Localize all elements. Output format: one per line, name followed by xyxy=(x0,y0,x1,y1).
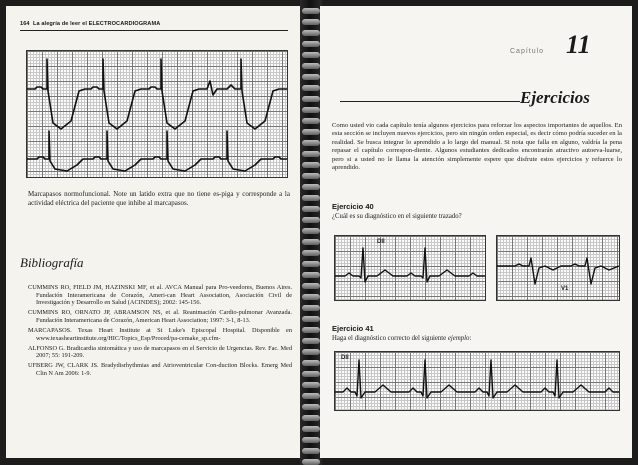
exercise-41-question-emphasis: ejemplo xyxy=(447,335,470,342)
binding-coil xyxy=(302,52,320,58)
binding-coil xyxy=(302,129,320,135)
binding-coil xyxy=(302,250,320,256)
binding-coil xyxy=(302,437,320,443)
binding-coil xyxy=(302,74,320,80)
binding-coil xyxy=(302,415,320,421)
intro-paragraph: Como usted vio cada capítulo tenía algunos ejercicios para reforzar los aspectos importantes de aquellos. En esta sección se incluyen nuevos ejercicios, pero sin ningún orden especial, es decir cómo podría suceder en la realidad. Se busca integrar lo aprendido a lo largo del manual. Si nota que falla en alguno, valdría la pena repasar el capítulo correspon-diente. Algunos estudiantes dedicados encontrarán atractivo autoeva-luarse, pero si a usted no le llama la atención simplemente espere que disfrute estos ejercicios y refuerce lo aprendido. xyxy=(332,122,622,172)
binding-coil xyxy=(302,239,320,245)
binding-coil xyxy=(302,63,320,69)
exercise-41-question xyxy=(332,335,471,342)
binding-coil xyxy=(302,195,320,201)
binding-coil xyxy=(302,283,320,289)
lead-label: V1 xyxy=(561,286,569,292)
running-head xyxy=(20,21,160,27)
references-list xyxy=(28,284,292,380)
exercise-41-title: Ejercicio 41 xyxy=(332,324,374,333)
pacemaker-ecg-trace xyxy=(27,51,287,177)
binding-coil xyxy=(302,371,320,377)
reference-item: CUMMINS RO, FIELD JM, HAZINSKI MF, et al. AVCA Manual para Pro-veedores, Buenos Aires. Fundación Interamericana de Corazón, Ameri-can Heart Association, Asociación Civil de Investigación y Desarrollo en Salud (ACINDES); 2002: 145-156. xyxy=(28,284,292,307)
reference-item: ALFONSO G. Bradicardia sintomática y uso de marcapasos en el Servicio de Urgencias. Rev. Fac. Med 2007; 55: 191-209. xyxy=(28,344,292,360)
binding-coil xyxy=(302,140,320,146)
left-page xyxy=(6,6,302,458)
exercise-41-trace xyxy=(335,352,619,410)
binding-coil xyxy=(302,393,320,399)
lead-label: DII xyxy=(377,239,385,245)
binding-coil xyxy=(302,107,320,113)
exercise-40-trace-left xyxy=(335,236,485,300)
page-number: 164 xyxy=(20,21,30,27)
binding-coil xyxy=(302,261,320,267)
binding-coil xyxy=(302,217,320,223)
binding-coil xyxy=(302,228,320,234)
binding-coil xyxy=(302,30,320,36)
chapter-rule xyxy=(340,101,520,102)
binding-coil xyxy=(302,85,320,91)
header-rule xyxy=(20,30,288,31)
binding-coil xyxy=(302,162,320,168)
binding-coil xyxy=(302,305,320,311)
spiral-binding xyxy=(300,0,322,465)
binding-coil xyxy=(302,316,320,322)
binding-coil xyxy=(302,382,320,388)
binding-coil xyxy=(302,41,320,47)
binding-coil xyxy=(302,173,320,179)
lead-label: DII xyxy=(341,355,349,361)
exercise-40-strip-right xyxy=(496,235,620,301)
pacemaker-ecg-strip xyxy=(26,50,288,178)
binding-coil xyxy=(302,184,320,190)
binding-coil xyxy=(302,19,320,25)
binding-coil xyxy=(302,404,320,410)
binding-coil xyxy=(302,349,320,355)
running-head-title: La alegría de leer el ELECTROCARDIOGRAMA xyxy=(32,21,161,27)
binding-coil xyxy=(302,327,320,333)
binding-coil xyxy=(302,338,320,344)
binding-coil xyxy=(302,426,320,432)
exercise-40-strip-left xyxy=(334,235,486,301)
right-page xyxy=(320,6,632,458)
binding-coil xyxy=(302,8,320,14)
binding-coil xyxy=(302,360,320,366)
section-title-bibliografia: Bibliografía xyxy=(20,255,84,270)
binding-coil xyxy=(302,459,320,465)
chapter-title: Ejercicios xyxy=(520,88,590,107)
reference-item: MARCAPASOS. Texas Heart Institute at St Luke's Episcopal Hospital. Disponible en www.texasheartinstitute.org/HIC/Topics_Esp/Proced/pa-cemake_sp.cfm- xyxy=(28,326,292,342)
exercise-41-question-text: Haga el diagnóstico correcto del siguiente xyxy=(332,335,448,342)
binding-coil xyxy=(302,96,320,102)
reference-item: CUMMINS RO, ORNATO JP, ABRAMSON NS, et al. Reanimación Cardio-pulmonar Avanzada. Fundación Interamericana de Corazón, American Heart Association; 1997: 3-1, 8-13. xyxy=(28,309,292,324)
chapter-label: Capítulo xyxy=(510,48,545,55)
binding-coil xyxy=(302,448,320,454)
binding-coil xyxy=(302,272,320,278)
exercise-41-question-suffix: : xyxy=(469,335,472,342)
exercise-40-trace-right xyxy=(497,236,619,300)
chapter-number: 11 xyxy=(566,30,591,59)
exercise-40-title: Ejercicio 40 xyxy=(332,202,374,211)
reference-item: UFBERG JW, CLARK JS. Bradydisrhythmias and Atrioventricular Con-duction Blocks. Emerg Med Clin N Am 2006: 1-9. xyxy=(28,362,292,377)
figure-caption: Marcapasos normofuncional. Note un latido extra que no tiene es-piga y corresponde a la actividad eléctrica del paciente que inhibe al marcapasos. xyxy=(28,190,290,207)
binding-coil xyxy=(302,151,320,157)
exercise-41-strip xyxy=(334,351,620,411)
binding-coil xyxy=(302,118,320,124)
binding-coil xyxy=(302,206,320,212)
exercise-40-question: ¿Cuál es su diagnóstico en el siguiente trazado? xyxy=(332,213,462,220)
binding-coil xyxy=(302,294,320,300)
